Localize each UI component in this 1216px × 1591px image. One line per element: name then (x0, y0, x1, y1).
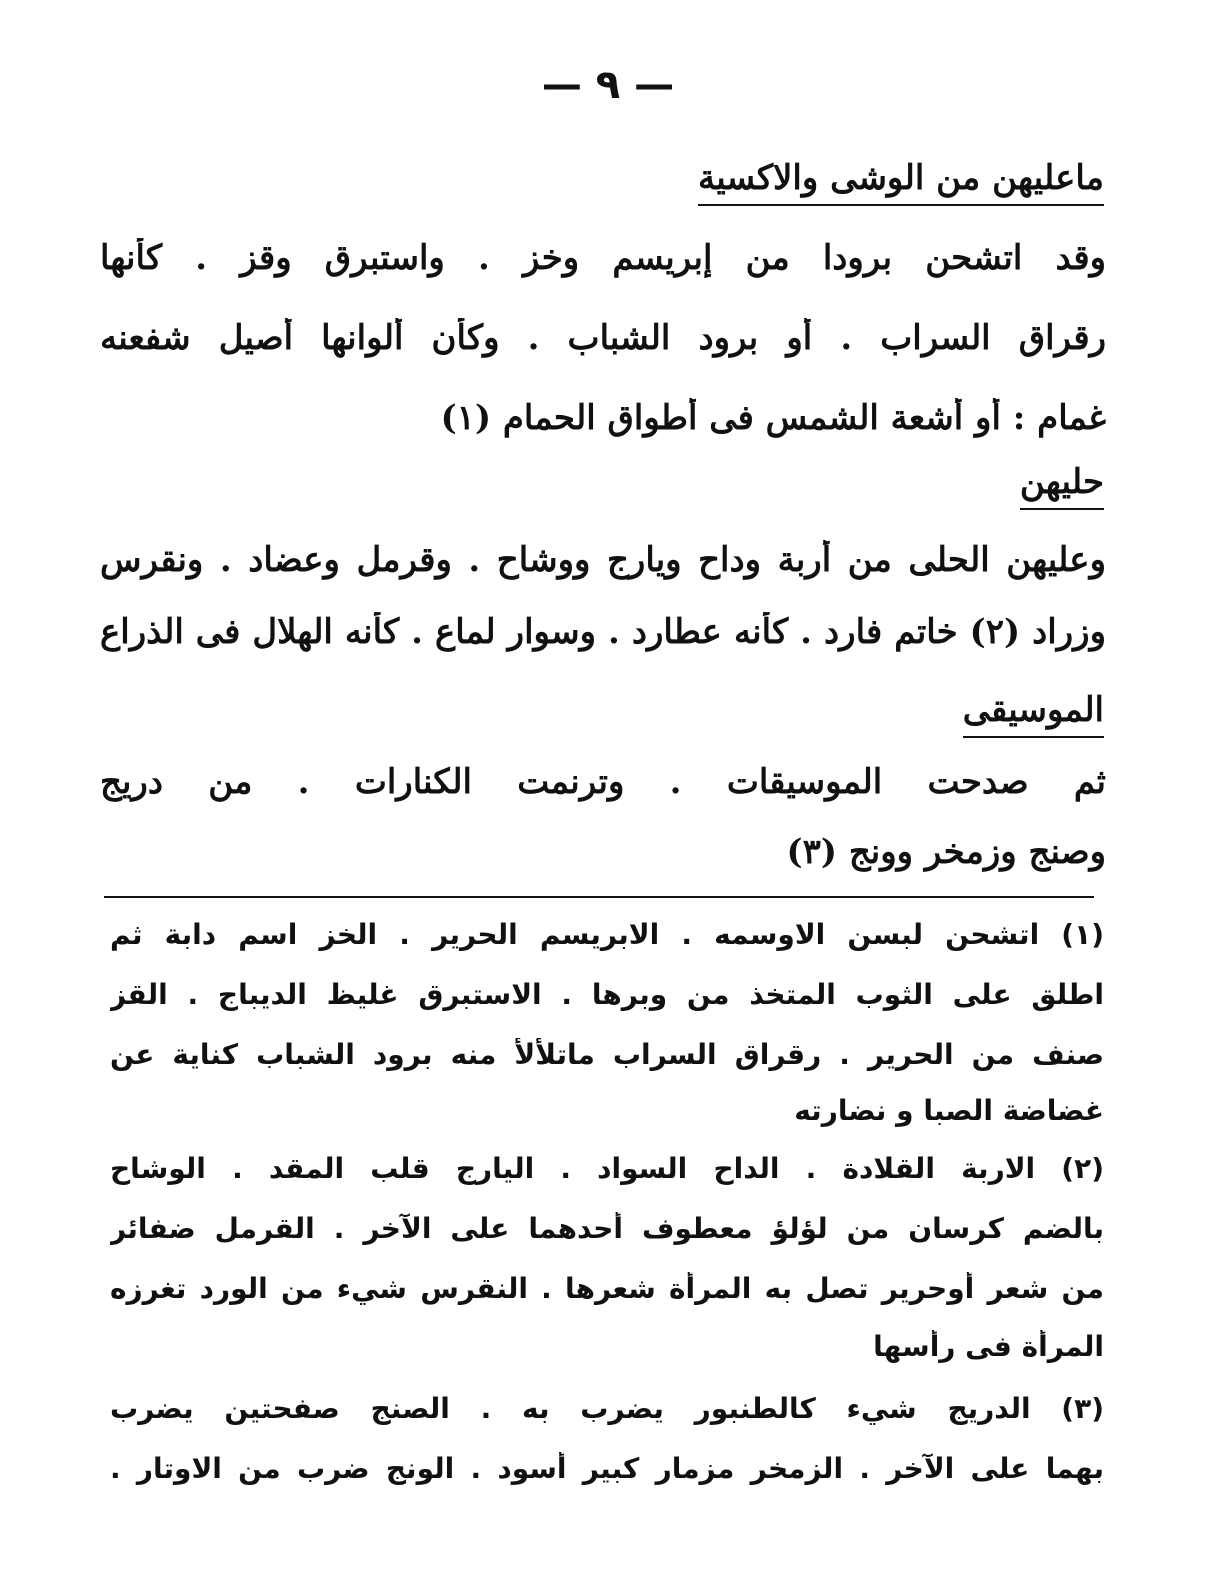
footnote-line: بالضم كرسان من لؤلؤ معطوف أحدهما على الآخر . القرمل ضفائر (110, 1212, 1104, 1245)
footnote-line: صنف من الحرير . رقراق السراب ماتلألأ منه برود الشباب كناية عن (110, 1038, 1104, 1071)
footnote-line: اطلق على الثوب المتخذ من وبرها . الاستبرق غليظ الديباج . القز (110, 978, 1104, 1011)
section-heading-garments: ماعليهن من الوشى والاكسية (698, 158, 1104, 206)
text-line: وصنج وزمخر وونج (٣) (786, 832, 1106, 872)
text-line: غمام : أو أشعة الشمس فى أطواق الحمام (١) (440, 398, 1106, 438)
footnote-line: المرأة فى رأسها (873, 1330, 1104, 1363)
text-line: ثم صدحت الموسيقات . وترنمت الكنارات . من دريج (100, 762, 1106, 802)
text-line: وقد اتشحن برودا من إبريسم وخز . واستبرق وقز . كأنها (100, 238, 1106, 278)
text-line: رقراق السراب . أو برود الشباب . وكأن ألوانها أصيل شفعنه (100, 318, 1106, 358)
footnote-line: (٣) الدريج شيء كالطنبور يضرب به . الصنج صفحتين يضرب (110, 1392, 1104, 1425)
footnote-divider (104, 896, 1094, 898)
footnote-line: (١) اتشحن لبسن الاوسمه . الابريسم الحرير . الخز اسم دابة ثم (110, 918, 1104, 951)
footnote-line: من شعر أوحرير تصل به المرأة شعرها . النقرس شيء من الورد تغرزه (110, 1272, 1104, 1305)
text-line: وزراد (٢) خاتم فارد . كأنه عطارد . وسوار لماع . كأنه الهلال فى الذراع (100, 612, 1106, 652)
footnote-line: غضاضة الصبا و نضارته (794, 1094, 1104, 1127)
page-number: — ٩ — (541, 62, 675, 108)
footnote-line: (٢) الاربة القلادة . الداح السواد . اليارج قلب المقد . الوشاح (110, 1152, 1104, 1185)
section-heading-jewelry: حليهن (1020, 462, 1104, 510)
footnote-line: بهما على الآخر . الزمخر مزمار كبير أسود . الونج ضرب من الاوتار . (110, 1452, 1104, 1485)
text-line: وعليهن الحلى من أربة وداح ويارج ووشاح . وقرمل وعضاد . ونقرس (100, 540, 1106, 580)
section-heading-music: الموسيقى (963, 690, 1104, 738)
